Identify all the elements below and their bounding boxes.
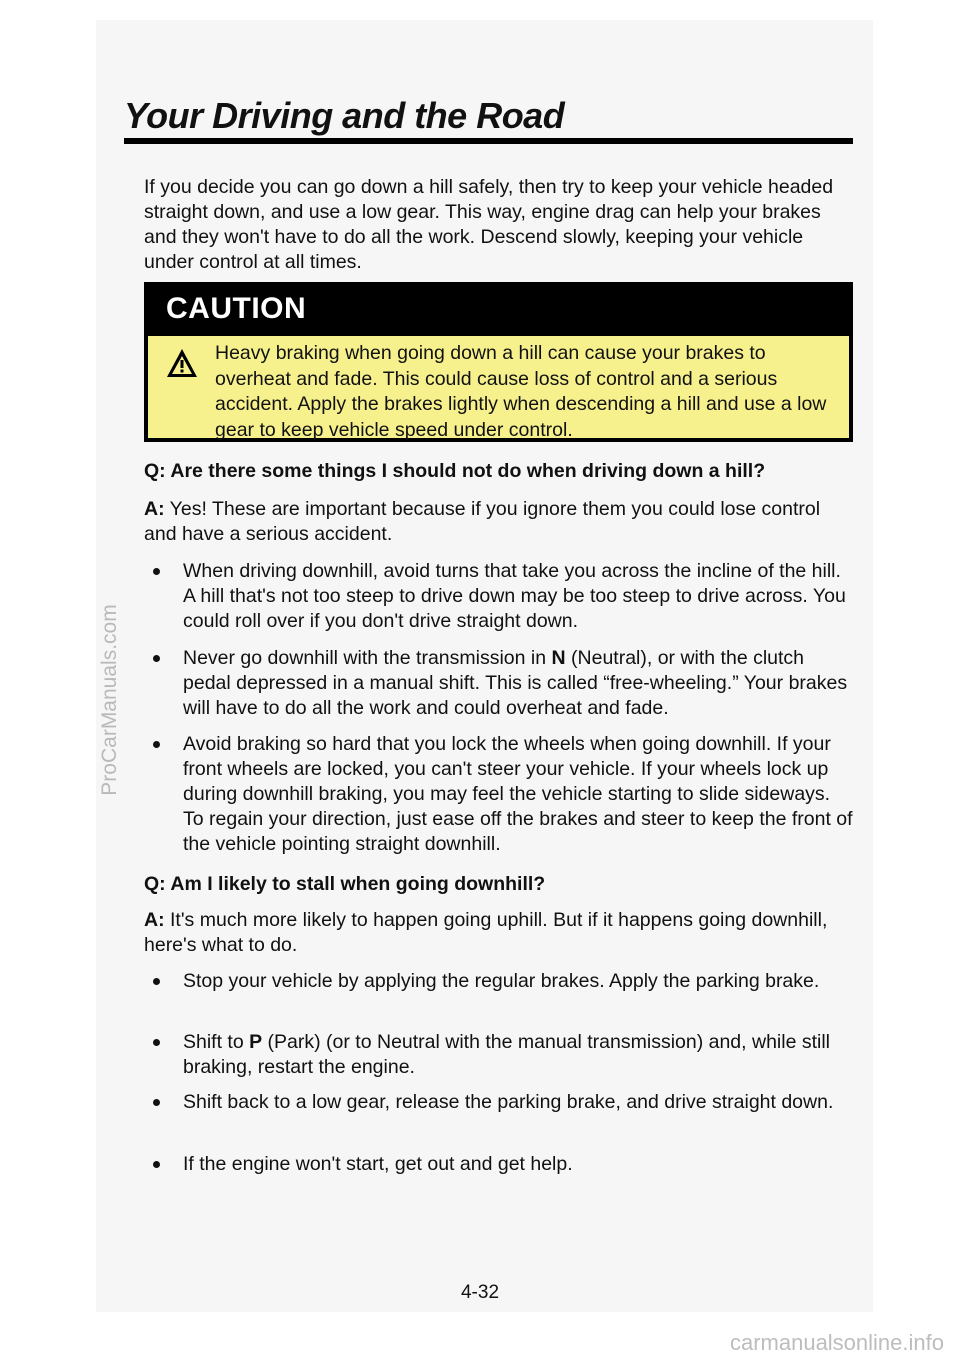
list-item-text: Avoid braking so hard that you lock the wheels when going downhill. If your front wheels are locked, you can't steer your vehicle. If your wheels lock up during downhill braking, you may feel the vehicle starting to slide sideways. To regain your direction, just ease off the brakes and steer to keep the front of the vehicle pointing straight downhill. — [183, 733, 853, 855]
answer-1-text: Yes! These are important because if you ignore them you could lose control and have a serious accident. — [144, 498, 821, 545]
caution-text: Heavy braking when going down a hill can cause your brakes to overheat and fade. This could cause loss of control and a serious accident. Apply the brakes lightly when descending a hill and use a low gear to keep vehicle speed under control. — [215, 342, 827, 441]
list-item-text: Stop your vehicle by applying the regular brakes. Apply the parking brake. — [183, 970, 820, 992]
page-number: 4-32 — [460, 1282, 500, 1303]
warning-triangle-icon — [166, 348, 198, 378]
side-watermark: ProCarManuals.com — [98, 604, 121, 796]
caution-box — [144, 282, 853, 442]
bottom-watermark: carmanualsonline.info — [729, 1330, 944, 1355]
answer-2-text: It's much more likely to happen going uphill. But if it happens going downhill, here's what to do. — [144, 909, 828, 956]
list-item — [171, 1030, 853, 1080]
list-item-text: If the engine won't start, get out and get help. — [183, 1153, 573, 1175]
bullet-icon — [153, 1161, 160, 1168]
answer-1 — [144, 497, 854, 547]
bullet-icon — [153, 568, 160, 575]
answer-2 — [144, 908, 854, 958]
list-item — [171, 732, 853, 857]
list-item — [171, 646, 853, 721]
list-item-text: Never go downhill with the transmission in N (Neutral), or with the clutch pedal depressed in a manual shift. This is called “free-wheeling.” Your brakes will have to do all the work and could overheat and fade. — [183, 647, 848, 719]
list-item — [171, 1090, 853, 1115]
page-title: Your Driving and the Road — [124, 95, 565, 136]
answer-1-prefix: A: — [144, 498, 165, 520]
bullet-icon — [153, 1039, 160, 1046]
intro-paragraph: If you decide you can go down a hill safely, then try to keep your vehicle headed straight down, and use a low gear. This way, engine drag can help your brakes and they won't have to do all the work. Descend slowly, keeping your vehicle under control at all times. — [144, 176, 834, 273]
question-2: Q: Am I likely to stall when going downhill? — [144, 873, 546, 895]
bullet-icon — [153, 978, 160, 985]
bullet-icon — [153, 741, 160, 748]
title-rule — [124, 138, 853, 144]
bullet-icon — [153, 655, 160, 662]
list-item-text: When driving downhill, avoid turns that take you across the incline of the hill. A hill that's not too steep to drive down may be too steep to drive across. You could roll over if you don't drive straight down. — [183, 560, 846, 632]
bullet-icon — [153, 1099, 160, 1106]
question-1: Q: Are there some things I should not do when driving down a hill? — [144, 460, 766, 482]
list-item — [171, 559, 853, 634]
caution-heading: CAUTION — [148, 286, 849, 336]
answer-2-prefix: A: — [144, 909, 165, 931]
list-item-text: Shift to P (Park) (or to Neutral with the manual transmission) and, while still braking, restart the engine. — [183, 1031, 831, 1078]
list-item — [171, 969, 853, 994]
list-item — [171, 1152, 853, 1177]
list-item-text: Shift back to a low gear, release the parking brake, and drive straight down. — [183, 1091, 834, 1113]
